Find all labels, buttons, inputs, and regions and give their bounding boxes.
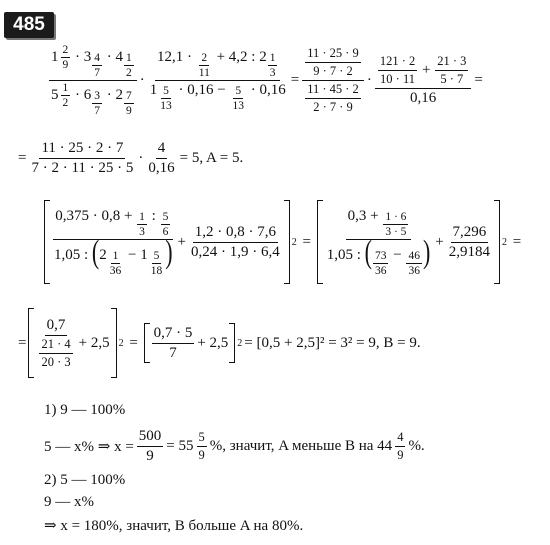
fraction-sum: $\frac{121 \cdot 2}{10 \cdot 11}$ + $\frac{21 \cdot 3}{5 \cdot 7}$ 0,16 — [375, 54, 472, 107]
solution-part-2-head: 2) 5 — 100% — [44, 472, 126, 488]
solution-part-1-head: 1) 9 — 100% — [44, 402, 126, 418]
fraction-mixed-product: 1 $\frac{2}{9}$ · 3 $\frac{4}{7}$ · 4 $\frac{1}{2}$ 5 $\frac{1}{2}$ · 6 $\frac{3}{7}$ · 2 $\frac{7}{9}$ — [49, 44, 137, 117]
problem-number-badge: 485 — [4, 12, 54, 38]
solution-part-2-line-a: 9 — x% — [44, 494, 94, 510]
bracket-simple: $\frac{0,7 \cdot 5}{7}$ + 2,5 — [144, 323, 236, 363]
bracket-expression-left: 0,375 · 0,8 + $\frac{1}{3}$ : $\frac{5}{6}$ 1,05 : (2 $\frac{1}{36}$ − 1 $\frac{5}{18}$ ) + $\frac{1,2 \cdot 0,8 \cdot 7,6}{0,24 \cdot 1,9 \cdot 6,4}$ — [44, 200, 290, 284]
equation-line-1: 1 $\frac{2}{9}$ · 3 $\frac{4}{7}$ · 4 $\frac{1}{2}$ 5 $\frac{1}{2}$ · 6 $\frac{3}{7}$ · 2 $\frac{7}{9}$ · 12,1 · $\frac{2}{11}$ + 4,2 : 2 $\frac{1}{3}$ 1 $\frac{5}{13}$ · 0,16 − $\frac{5}{13}$ · 0,16 = $\frac{\frac{11 \cdot 25 \cdot 9}{9 \cdot 7 \cdot 2}}{\frac{11 \cdot 45 \cdot 2}{2 \cdot 7 \cdot 9}}$ · $\frac{121 \cdot 2}{10 \cdot 11}$ + $\frac{21 \cdot 3}{5 \cdot 7}$ 0,16 = — [51, 44, 483, 117]
bracket-nested: $\frac{0,7}{\frac{21 \cdot 4}{20 \cdot 3}}$ + 2,5 — [28, 308, 116, 378]
fraction-simplified: $\frac{\frac{11 \cdot 25 \cdot 9}{9 \cdot 7 \cdot 2}}{\frac{11 \cdot 45 \cdot 2}{2 \cdot 7 \cdot 9}}$ — [302, 46, 364, 115]
solution-part-1-line: 5 — x% ⇒ x = $\frac{500}{9}$ = 55 $\frac{5}{9}$ %, значит, A меньше B на 44 $\frac{4}{9}$ %. — [44, 428, 425, 464]
equation-line-4: = $\frac{0,7}{\frac{21 \cdot 4}{20 \cdot 3}}$ + 2,5 2 = $\frac{0,7 \cdot 5}{7}$ + 2,5 2 = [0,5 + 2,5]² = 3² = 9, B = 9. — [18, 308, 421, 378]
solution-part-2-line-b: ⇒ x = 180%, значит, B больше A на 80%. — [44, 518, 304, 534]
equation-line-2: = $\frac{11 \cdot 25 \cdot 2 \cdot 7}{7 \cdot 2 \cdot 11 \cdot 25 \cdot 5}$ · $\frac{4}{0,16}$ = 5, A = 5. — [18, 140, 244, 176]
fraction-decimal-expression: 12,1 · $\frac{2}{11}$ + 4,2 : 2 $\frac{1}{3}$ 1 $\frac{5}{13}$ · 0,16 − $\frac{5}{13}$ · 0,16 — [149, 49, 286, 112]
equation-line-3: 0,375 · 0,8 + $\frac{1}{3}$ : $\frac{5}{6}$ 1,05 : (2 $\frac{1}{36}$ − 1 $\frac{5}{18}$ ) + $\frac{1,2 \cdot 0,8 \cdot 7,6}{0,24 \cdot 1,9 \cdot 6,4}$ 2 = 0,3 + $\frac{1 \cdot 6}{3 \cdot 5}$ 1,05 : ( $\frac{73}{36}$ − $\frac{46}{36}$ ) + $\frac{7,296}{2,9184}$ 2 = — [44, 200, 521, 284]
bracket-expression-right: 0,3 + $\frac{1 \cdot 6}{3 \cdot 5}$ 1,05 : ( $\frac{73}{36}$ − $\frac{46}{36}$ ) + $\frac{7,296}{2,9184}$ — [317, 200, 500, 284]
